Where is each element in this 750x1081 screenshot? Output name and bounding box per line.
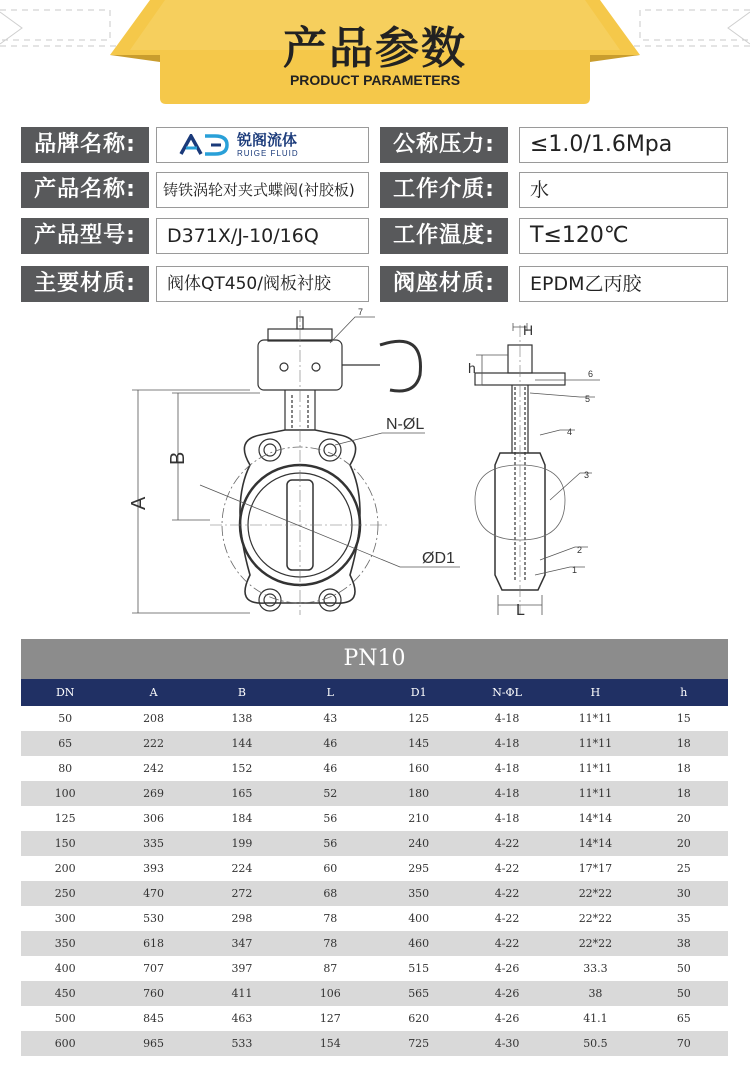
- table-cell: 68: [323, 887, 338, 900]
- table-cell: 87: [323, 962, 338, 975]
- table-cell: 38: [588, 987, 603, 1000]
- table-cell: 4-30: [494, 1037, 520, 1050]
- table-cell: 500: [54, 1012, 76, 1025]
- table-row: [21, 831, 728, 856]
- table-cell: 565: [408, 987, 430, 1000]
- table-cell: 222: [143, 737, 165, 750]
- material-value: 阀体QT450/阀板衬胶: [156, 266, 369, 302]
- header-dn: DN: [55, 686, 75, 699]
- table-cell: 347: [231, 937, 253, 950]
- table-cell: 11*11: [578, 737, 613, 750]
- table-cell: 240: [408, 837, 430, 850]
- table-cell: 160: [408, 762, 430, 775]
- header-d1: D1: [410, 686, 427, 699]
- table-cell: 845: [143, 1012, 165, 1025]
- dim-label-NL: N-ØL: [386, 416, 425, 433]
- table-cell: 70: [676, 1037, 691, 1050]
- ruige-logo-icon: [179, 134, 231, 156]
- table-cell: 298: [231, 912, 253, 925]
- table-cell: 25: [676, 862, 691, 875]
- table-cell: 965: [143, 1037, 165, 1050]
- table-cell: 22*22: [578, 912, 613, 925]
- table-cell: 100: [54, 787, 76, 800]
- dim-label-D1: ØD1: [422, 550, 455, 567]
- table-cell: 78: [323, 912, 338, 925]
- table-cell: 224: [231, 862, 253, 875]
- table-row: [21, 856, 728, 881]
- table-cell: 30: [676, 887, 691, 900]
- table-cell: 4-18: [494, 762, 520, 775]
- table-cell: 14*14: [578, 812, 613, 825]
- callout-4: 4: [567, 427, 573, 437]
- dimension-table: [21, 639, 728, 1056]
- callout-1: 1: [572, 565, 578, 575]
- table-cell: 180: [408, 787, 430, 800]
- table-cell: 125: [54, 812, 76, 825]
- temp-value: T≤120℃: [519, 218, 728, 254]
- table-cell: 4-22: [494, 887, 520, 900]
- table-cell: 725: [408, 1037, 430, 1050]
- table-title: PN10: [21, 639, 728, 679]
- medium-value: 水: [519, 172, 728, 208]
- pressure-value: ≤1.0/1.6Mpa: [519, 127, 728, 163]
- table-cell: 210: [408, 812, 430, 825]
- table-cell: 17*17: [578, 862, 613, 875]
- table-cell: 208: [143, 712, 165, 725]
- table-cell: 33.3: [583, 962, 608, 975]
- table-cell: 46: [323, 737, 338, 750]
- table-cell: 411: [231, 987, 253, 1000]
- header-h-upper: H: [590, 686, 601, 699]
- table-cell: 56: [323, 837, 338, 850]
- table-cell: 152: [231, 762, 253, 775]
- table-cell: 154: [319, 1037, 341, 1050]
- name-label: 产品名称:: [21, 172, 149, 208]
- medium-label: 工作介质:: [380, 172, 508, 208]
- table-cell: 15: [676, 712, 691, 725]
- dim-label-L: L: [516, 602, 525, 619]
- temp-label: 工作温度:: [380, 218, 508, 254]
- table-cell: 760: [143, 987, 165, 1000]
- dim-label-A: A: [128, 496, 150, 510]
- table-cell: 125: [408, 712, 430, 725]
- table-row: [21, 931, 728, 956]
- table-cell: 150: [54, 837, 76, 850]
- callout-2: 2: [577, 545, 583, 555]
- table-cell: 397: [231, 962, 253, 975]
- brand-logo: [156, 127, 369, 163]
- table-row: [21, 1031, 728, 1056]
- callout-6: 6: [588, 369, 594, 379]
- table-cell: 138: [231, 712, 253, 725]
- table-cell: 78: [323, 937, 338, 950]
- table-row: [21, 1006, 728, 1031]
- table-row: [21, 756, 728, 781]
- table-row: [21, 981, 728, 1006]
- table-cell: 250: [54, 887, 76, 900]
- table-cell: 80: [58, 762, 73, 775]
- table-cell: 20: [676, 812, 691, 825]
- table-cell: 272: [231, 887, 253, 900]
- table-cell: 20: [676, 837, 691, 850]
- table-cell: 460: [408, 937, 430, 950]
- table-cell: 145: [408, 737, 430, 750]
- table-cell: 50: [676, 987, 691, 1000]
- table-cell: 350: [408, 887, 430, 900]
- table-cell: 22*22: [578, 937, 613, 950]
- table-body: [21, 706, 728, 1056]
- table-cell: 14*14: [578, 837, 613, 850]
- table-cell: 4-26: [494, 1012, 520, 1025]
- table-cell: 400: [54, 962, 76, 975]
- table-cell: 4-22: [494, 912, 520, 925]
- table-row: [21, 781, 728, 806]
- table-cell: 450: [54, 987, 76, 1000]
- table-row: [21, 706, 728, 731]
- table-cell: 18: [676, 762, 691, 775]
- header-a: A: [149, 686, 158, 699]
- dim-label-h: h: [468, 360, 476, 376]
- table-cell: 306: [143, 812, 165, 825]
- table-cell: 4-22: [494, 837, 520, 850]
- table-cell: 127: [319, 1012, 341, 1025]
- table-cell: 11*11: [578, 712, 613, 725]
- dim-label-B: B: [167, 451, 189, 465]
- table-row: [21, 956, 728, 981]
- table-cell: 4-18: [494, 737, 520, 750]
- page-subtitle: PRODUCT PARAMETERS: [289, 72, 461, 88]
- header-b: B: [237, 686, 246, 699]
- table-cell: 106: [319, 987, 341, 1000]
- table-cell: 18: [676, 737, 691, 750]
- table-cell: 400: [408, 912, 430, 925]
- name-value: 铸铁涡轮对夹式蝶阀(衬胶板): [156, 172, 369, 208]
- seat-value: EPDM乙丙胶: [519, 266, 728, 302]
- table-cell: 350: [54, 937, 76, 950]
- table-cell: 60: [323, 862, 338, 875]
- table-cell: 50.5: [583, 1037, 608, 1050]
- table-cell: 4-26: [494, 962, 520, 975]
- table-cell: 463: [231, 1012, 253, 1025]
- table-cell: 269: [143, 787, 165, 800]
- table-cell: 35: [676, 912, 691, 925]
- brand-label: 品牌名称:: [21, 127, 149, 163]
- table-cell: 618: [143, 937, 165, 950]
- header-l: L: [326, 686, 334, 699]
- table-cell: 56: [323, 812, 338, 825]
- table-cell: 4-18: [494, 712, 520, 725]
- material-label: 主要材质:: [21, 266, 149, 302]
- table-cell: 300: [54, 912, 76, 925]
- table-cell: 65: [58, 737, 73, 750]
- model-value: D371X/J-10/16Q: [156, 218, 369, 254]
- table-cell: 38: [676, 937, 691, 950]
- table-cell: 530: [143, 912, 165, 925]
- table-cell: 393: [143, 862, 165, 875]
- header-n-phi-l: N-ΦL: [492, 686, 522, 699]
- table-cell: 46: [323, 762, 338, 775]
- table-cell: 41.1: [583, 1012, 608, 1025]
- table-cell: 4-18: [494, 812, 520, 825]
- callout-3: 3: [584, 470, 590, 480]
- model-label: 产品型号:: [21, 218, 149, 254]
- logo-text-en: RUIGE FLUID: [237, 148, 299, 158]
- page-title: 产品参数: [283, 23, 467, 74]
- table-cell: 200: [54, 862, 76, 875]
- table-cell: 600: [54, 1037, 76, 1050]
- header-h-lower: h: [680, 686, 688, 699]
- table-cell: 43: [323, 712, 338, 725]
- table-cell: 295: [408, 862, 430, 875]
- table-cell: 4-22: [494, 862, 520, 875]
- table-row: [21, 806, 728, 831]
- table-header-row: [21, 679, 728, 706]
- table-cell: 50: [58, 712, 73, 725]
- table-cell: 4-26: [494, 987, 520, 1000]
- table-cell: 65: [676, 1012, 691, 1025]
- table-row: [21, 731, 728, 756]
- callout-7: 7: [358, 307, 364, 317]
- table-cell: 620: [408, 1012, 430, 1025]
- table-cell: 199: [231, 837, 253, 850]
- pressure-label: 公称压力:: [380, 127, 508, 163]
- valve-technical-drawing: [120, 305, 640, 630]
- table-cell: 11*11: [578, 762, 613, 775]
- table-cell: 707: [143, 962, 165, 975]
- table-cell: 4-22: [494, 937, 520, 950]
- table-cell: 144: [231, 737, 253, 750]
- table-cell: 242: [143, 762, 165, 775]
- callout-5: 5: [585, 394, 591, 404]
- table-cell: 18: [676, 787, 691, 800]
- table-cell: 52: [323, 787, 338, 800]
- dim-label-H: H: [523, 322, 534, 338]
- logo-text-cn: 锐阁流体: [237, 130, 298, 149]
- table-cell: 50: [676, 962, 691, 975]
- table-row: [21, 906, 728, 931]
- table-cell: 165: [231, 787, 253, 800]
- table-cell: 184: [231, 812, 253, 825]
- seat-label: 阀座材质:: [380, 266, 508, 302]
- table-cell: 335: [143, 837, 165, 850]
- table-cell: 22*22: [578, 887, 613, 900]
- table-row: [21, 881, 728, 906]
- table-cell: 4-18: [494, 787, 520, 800]
- table-cell: 515: [408, 962, 430, 975]
- table-cell: 470: [143, 887, 165, 900]
- table-cell: 11*11: [578, 787, 613, 800]
- table-cell: 533: [231, 1037, 253, 1050]
